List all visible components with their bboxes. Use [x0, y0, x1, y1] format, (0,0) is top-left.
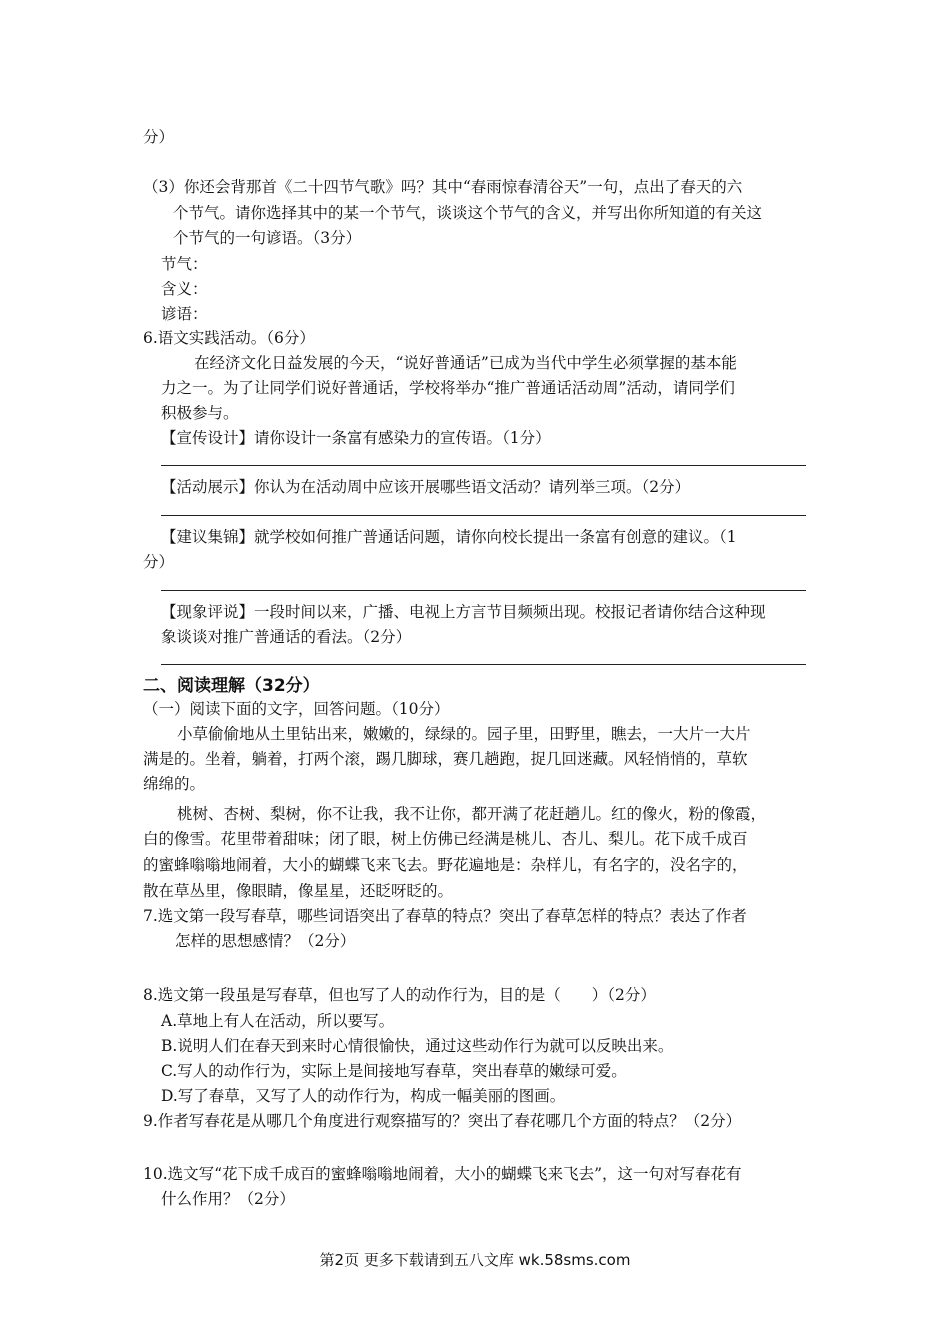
option-b: B.说明人们在春天到来时心情很愉快，通过这些动作行为就可以反映出来。: [161, 1037, 674, 1055]
question-10: 10.选文写“花下成千成百的蜜蜂嗡嗡地闹着，大小的蝴蝶飞来飞去”，这一句对写春花有: [143, 1165, 742, 1183]
answer-label-yanyu: 谚语：: [161, 305, 208, 323]
answer-line: [161, 590, 806, 591]
text-line: 分）: [143, 128, 175, 146]
question-9: 9.作者写春花是从哪几个角度进行观察描写的？突出了春花哪几个方面的特点？（2分）: [143, 1112, 742, 1130]
text-line: 在经济文化日益发展的今天，“说好普通话”已成为当代中学生必须掌握的基本能: [194, 354, 737, 372]
task-jianyi: 【建议集锦】就学校如何推广普通话问题，请你向校长提出一条富有创意的建议。（1: [161, 528, 737, 546]
text-line: 分）: [143, 553, 175, 571]
section-heading: 二、阅读理解（32分）: [143, 676, 320, 696]
subsection-heading: （一）阅读下面的文字，回答问题。（10分）: [143, 700, 450, 718]
answer-label-hanyi: 含义：: [161, 280, 208, 298]
answer-line: [161, 664, 806, 665]
answer-label-jieqi: 节气：: [161, 255, 208, 273]
passage-line: 满是的。坐着，躺着，打两个滚，踢几脚球，赛几趟跑，捉几回迷藏。风轻悄悄的，草软: [143, 750, 748, 768]
passage-line: 绵绵的。: [143, 775, 206, 793]
option-c: C.写人的动作行为，实际上是间接地写春草，突出春草的嫩绿可爱。: [161, 1062, 627, 1080]
passage-line: 白的像雪。花里带着甜味；闭了眼，树上仿佛已经满是桃儿、杏儿、梨儿。花下成千成百: [143, 830, 748, 848]
option-a: A.草地上有人在活动，所以要写。: [161, 1012, 395, 1030]
passage-line: 散在草丛里，像眼睛，像星星，还眨呀眨的。: [143, 882, 454, 900]
answer-line: [161, 465, 806, 466]
text-line: 个节气。请你选择其中的某一个节气，谈谈这个节气的含义，并写出你所知道的有关这: [173, 204, 763, 222]
passage-line: 桃树、杏树、梨树，你不让我，我不让你，都开满了花赶趟儿。红的像火，粉的像霞，: [177, 805, 767, 823]
task-huodong: 【活动展示】你认为在活动周中应该开展哪些语文活动？请列举三项。（2分）: [161, 478, 691, 496]
text-line: 怎样的思想感情？（2分）: [175, 932, 356, 950]
text-line: 象谈谈对推广普通话的看法。（2分）: [161, 628, 412, 646]
task-xianxiang: 【现象评说】一段时间以来，广播、电视上方言节目频频出现。校报记者请你结合这种现: [161, 603, 766, 621]
passage-line: 的蜜蜂嗡嗡地闹着，大小的蝴蝶飞来飞去。野花遍地是：杂样儿，有名字的，没名字的，: [143, 856, 748, 874]
question-7: 7.选文第一段写春草，哪些词语突出了春草的特点？突出了春草怎样的特点？表达了作者: [143, 907, 747, 925]
question-5-3: （3）你还会背那首《二十四节气歌》吗？其中“春雨惊春清谷天”一句，点出了春天的六: [143, 178, 743, 196]
passage-line: 小草偷偷地从土里钻出来，嫩嫩的，绿绿的。园子里，田野里，瞧去，一大片一大片: [177, 725, 751, 743]
question-8: 8.选文第一段虽是写春草，但也写了人的动作行为，目的是（ ）（2分）: [143, 986, 656, 1004]
option-d: D.写了春草，又写了人的动作行为，构成一幅美丽的图画。: [161, 1087, 566, 1105]
task-xuanchuan: 【宣传设计】请你设计一条富有感染力的宣传语。（1分）: [161, 429, 551, 447]
question-6: 6.语文实践活动。（6分）: [143, 329, 315, 347]
text-line: 积极参与。: [161, 404, 239, 422]
page-footer: 第2页 更多下载请到五八文库 wk.58sms.com: [319, 1251, 631, 1269]
text-line: 力之一。为了让同学们说好普通话，学校将举办“推广普通话活动周”活动，请同学们: [161, 379, 735, 397]
text-line: 个节气的一句谚语。（3分）: [173, 229, 362, 247]
answer-line: [161, 515, 806, 516]
text-line: 什么作用？（2分）: [161, 1190, 295, 1208]
